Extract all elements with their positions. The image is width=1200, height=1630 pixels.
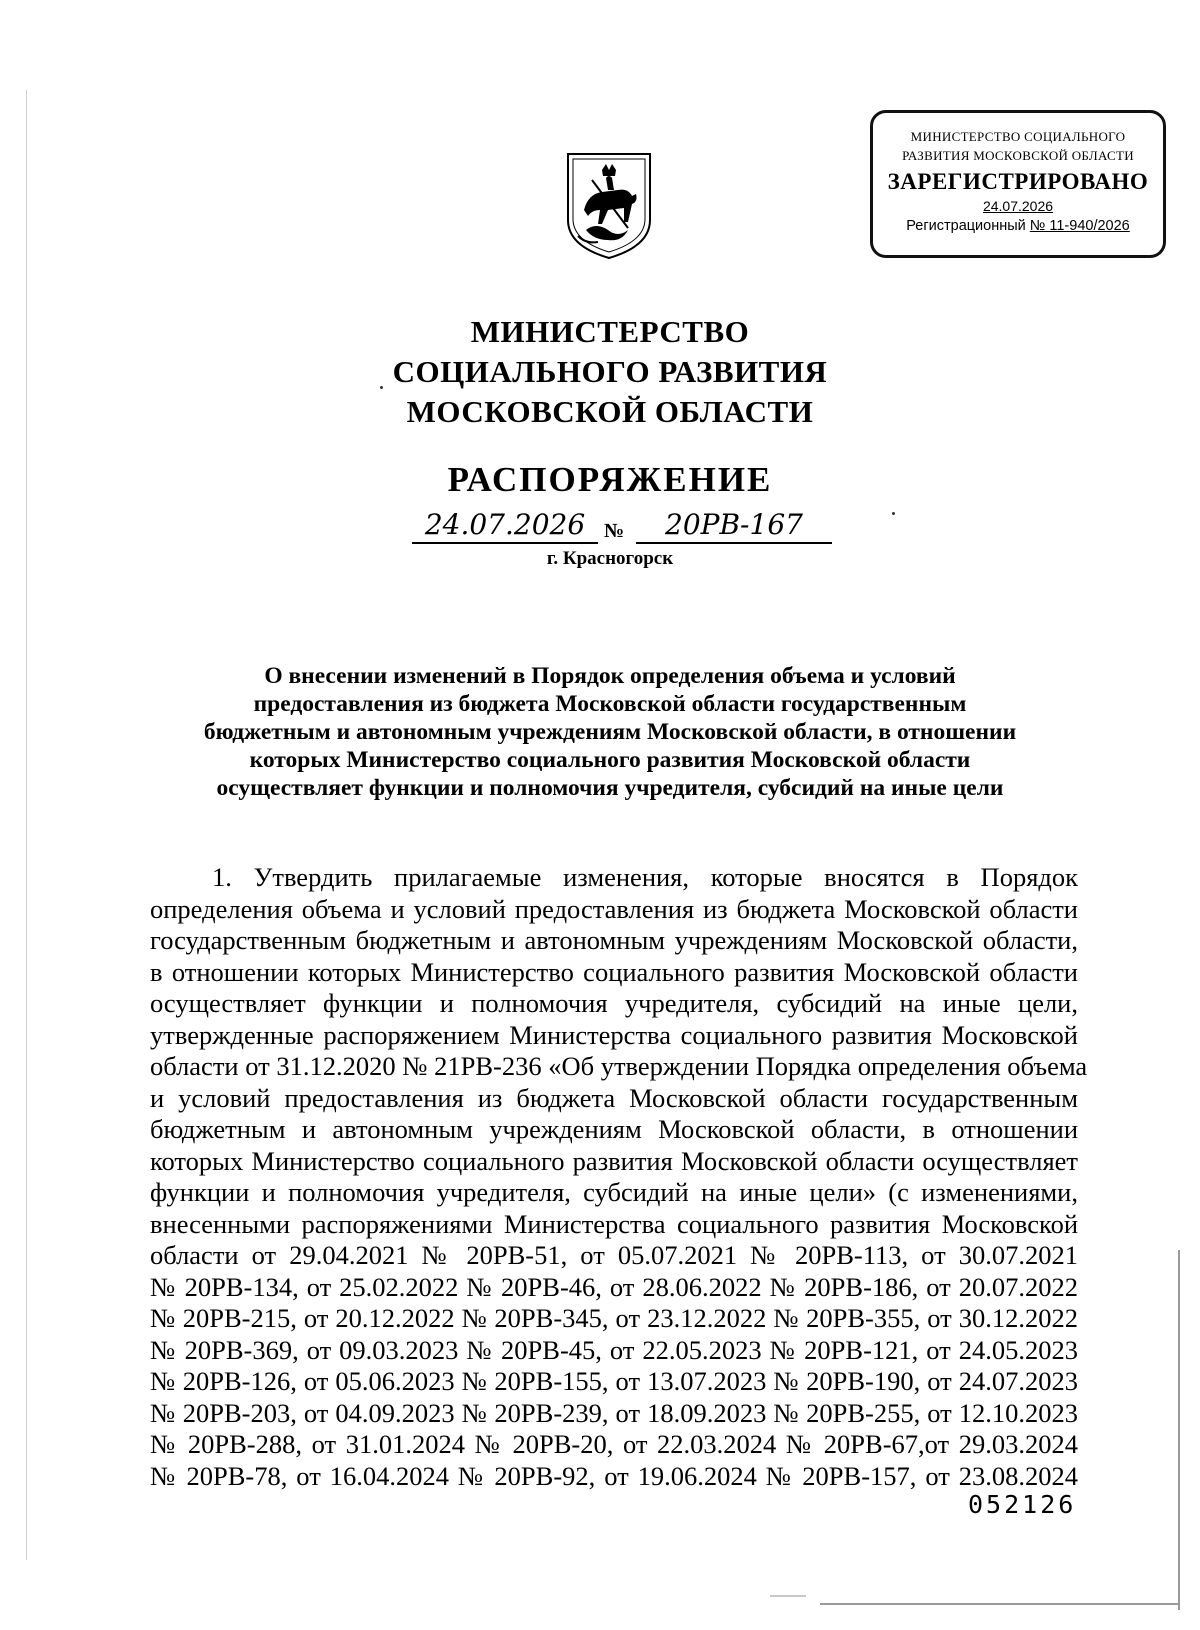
body-line: осуществляет функции и полномочия учредителя, субсидий на иные цели, [150,988,1078,1018]
body-line: государственным бюджетным и автономным учреждениям Московской области, [150,925,1078,955]
scan-edge-left [26,90,27,1560]
scan-mark [770,1595,806,1597]
body-line: 1. Утвердить прилагаемые изменения, которые вносятся в Порядок [212,862,1078,892]
ministry-header-line2: СОЦИАЛЬНОГО РАЗВИТИЯ [392,354,828,389]
body-line: утвержденные распоряжением Министерства социального развития Московской [150,1019,1078,1050]
body-line: области от 31.12.2020 № 21РВ-236 «Об утверждении Порядка определения объема [150,1051,1088,1081]
body-line: области от 29.04.2021 № 20РВ-51, от 05.07.2021 № 20РВ-113, от 30.07.2021 [150,1240,1078,1270]
stamp-organization [873,127,1163,165]
body-line: № 20РВ-203, от 04.09.2023 № 20РВ-239, от 18.09.2023 № 20РВ-255, от 12.10.2023 [150,1397,1078,1428]
document-body [150,862,1088,1492]
title-line: О внесении изменений в Порядок определения объема и условий [264,663,956,689]
stamp-org-line2: РАЗВИТИЯ МОСКОВСКОЙ ОБЛАСТИ [902,148,1134,163]
scan-edge-bottom [820,1603,1180,1605]
document-city: г. Красногорск [546,548,674,569]
ministry-header [300,312,920,432]
body-line: бюджетным и автономным учреждениям Московской области, в отношении [150,1114,1078,1144]
registration-stamp [870,110,1166,258]
title-line: которых Министерство социального развития Московской области [249,747,971,773]
body-line: № 20РВ-215, от 20.12.2022 № 20РВ-345, от 23.12.2022 № 20РВ-355, от 30.12.2022 [150,1303,1078,1333]
document-title [150,662,1070,802]
body-line: и условий предоставления из бюджета Московской области государственным [150,1082,1078,1113]
form-code: 052126 [968,1490,1077,1519]
body-line: в отношении которых Министерство социального развития Московской области [150,956,1078,987]
body-line: которых Министерство социального развития Московской области осуществляет [150,1145,1078,1176]
title-line: осуществляет функции и полномочия учредителя, субсидий на иные цели [216,775,1004,801]
body-line: определения объема и условий предоставления из бюджета Московской области [150,893,1078,924]
scan-speck [892,512,895,515]
stamp-reg-number-line [873,218,1163,234]
stamp-reg-number: № 11-940/2026 [1029,218,1130,234]
ministry-header-line3: МОСКОВСКОЙ ОБЛАСТИ [406,394,814,429]
coat-of-arms-icon [562,150,656,262]
body-line: № 20РВ-288, от 31.01.2024 № 20РВ-20, от 22.03.2024 № 20РВ-67,от 29.03.2024 [150,1429,1078,1459]
document-number: 20РВ-167 [636,508,832,544]
number-sign: № [604,520,625,542]
stamp-date: 24.07.2026 [982,198,1054,214]
stamp-status: ЗАРЕГИСТРИРОВАНО [887,169,1149,194]
document-date: 24.07.2026 [412,508,598,544]
body-line: внесенными распоряжениями Министерства социального развития Московской [150,1208,1078,1239]
body-line: функции и полномочия учредителя, субсидий на иные цели» (с изменениями, [150,1177,1078,1207]
body-line: № 20РВ-369, от 09.03.2023 № 20РВ-45, от 22.05.2023 № 20РВ-121, от 24.05.2023 [150,1334,1078,1365]
body-line: № 20РВ-78, от 16.04.2024 № 20РВ-92, от 19.06.2024 № 20РВ-157, от 23.08.2024 [150,1460,1078,1491]
stamp-org-line1: МИНИСТЕРСТВО СОЦИАЛЬНОГО [910,129,1126,144]
ministry-header-line1: МИНИСТЕРСТВО [470,314,750,349]
title-line: бюджетным и автономным учреждениям Московской области, в отношении [203,719,1017,745]
body-line: № 20РВ-126, от 05.06.2023 № 20РВ-155, от 13.07.2023 № 20РВ-190, от 24.07.2023 [150,1366,1078,1396]
title-line: предоставления из бюджета Московской области государственным [253,691,967,717]
scan-edge-right [1178,1250,1180,1610]
document-type: РАСПОРЯЖЕНИЕ [447,460,773,499]
body-line: № 20РВ-134, от 25.02.2022 № 20РВ-46, от 28.06.2022 № 20РВ-186, от 20.07.2022 [150,1271,1078,1302]
stamp-reg-label: Регистрационный [906,218,1026,234]
